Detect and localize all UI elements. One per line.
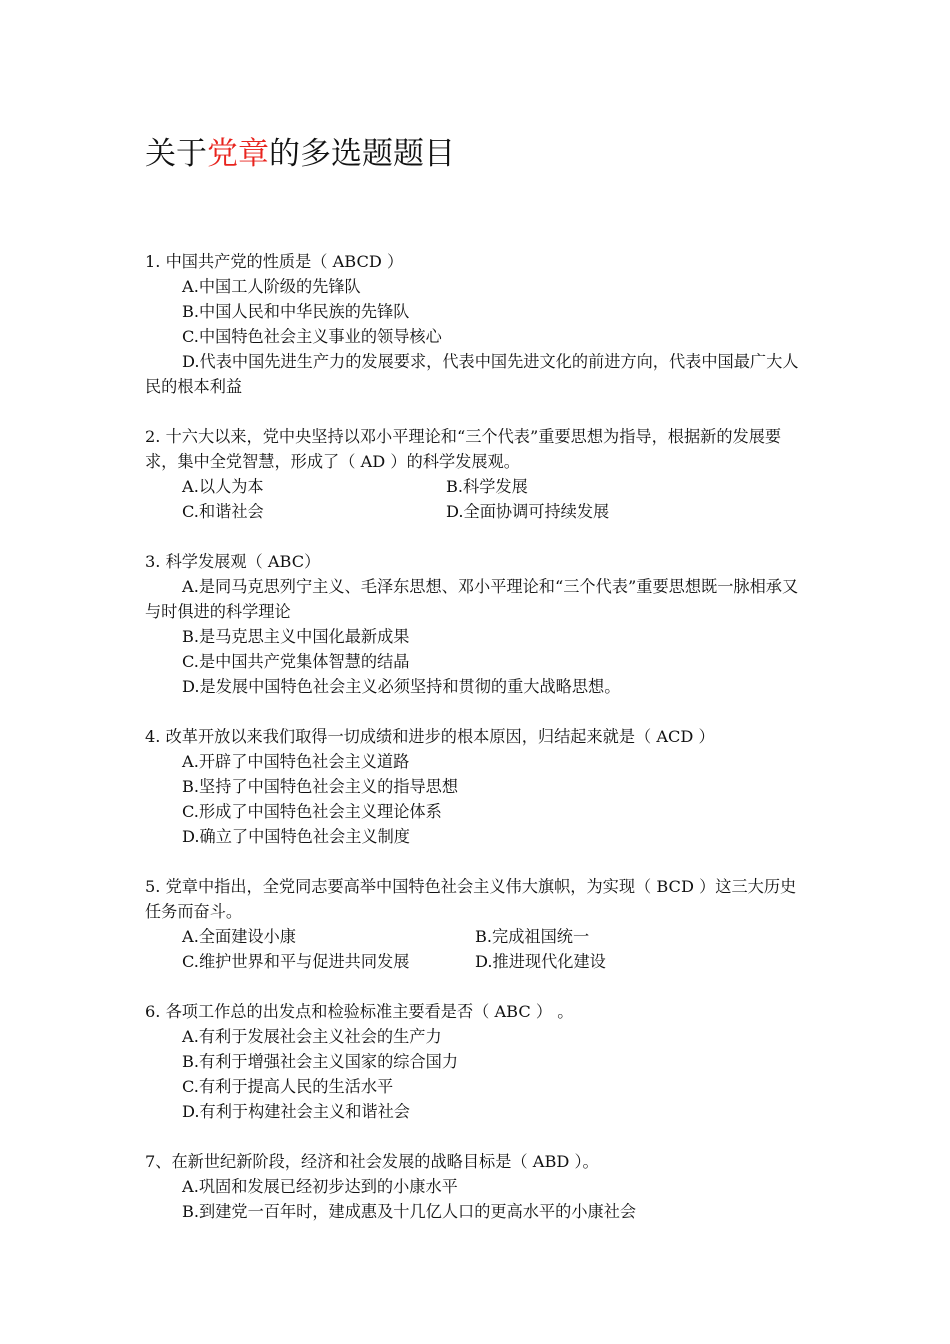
- option-row: [145, 474, 810, 499]
- option-a: A.全面建设小康: [182, 927, 296, 946]
- title-suffix: 的多选题题目: [269, 136, 455, 172]
- option-b: B.中国人民和中华民族的先锋队: [182, 302, 410, 321]
- option-b: B.有利于增强社会主义国家的综合国力: [182, 1052, 459, 1071]
- option-a: A.以人为本: [182, 477, 264, 496]
- title-prefix: 关于: [145, 136, 207, 172]
- option-d: D.是发展中国特色社会主义必须坚持和贯彻的重大战略思想。: [182, 677, 621, 696]
- option-b: B.科学发展: [446, 477, 528, 496]
- option-a: A.开辟了中国特色社会主义道路: [182, 752, 410, 771]
- question-7: [145, 1149, 810, 1224]
- option-b: B.是马克思主义中国化最新成果: [182, 627, 410, 646]
- question-stem: 5. 党章中指出，全党同志要高举中国特色社会主义伟大旗帜，为实现（ BCD ）这三大历史任务而奋斗。: [145, 877, 797, 921]
- option-c: C.是中国共产党集体智慧的结晶: [182, 652, 410, 671]
- question-stem: 4. 改革开放以来我们取得一切成绩和进步的根本原因，归结起来就是（ ACD ）: [145, 727, 715, 746]
- question-4: [145, 724, 810, 849]
- option-a: A.巩固和发展已经初步达到的小康水平: [182, 1177, 458, 1196]
- question-stem: 1. 中国共产党的性质是（ ABCD ）: [145, 252, 404, 271]
- option-a: A.中国工人阶级的先锋队: [182, 277, 361, 296]
- question-3: [145, 549, 810, 699]
- question-5: [145, 874, 810, 974]
- option-row: [145, 949, 810, 974]
- option-d: D.全面协调可持续发展: [446, 502, 610, 521]
- option-d: D.推进现代化建设: [475, 952, 606, 971]
- option-b: B.坚持了中国特色社会主义的指导思想: [182, 777, 459, 796]
- option-c: C.和谐社会: [182, 502, 264, 521]
- option-d: D.有利于构建社会主义和谐社会: [182, 1102, 410, 1121]
- question-6: [145, 999, 810, 1124]
- question-2: [145, 424, 810, 524]
- option-row: [145, 499, 810, 524]
- option-c: C.形成了中国特色社会主义理论体系: [182, 802, 442, 821]
- option-d: D.代表中国先进生产力的发展要求，代表中国先进文化的前进方向，代表中国最广大人民的根本利益: [145, 352, 799, 396]
- question-stem: 6. 各项工作总的出发点和检验标准主要看是否（ ABC ） 。: [145, 1002, 574, 1021]
- question-1: [145, 249, 810, 399]
- document-title: [145, 133, 455, 175]
- question-stem: 2. 十六大以来，党中央坚持以邓小平理论和“三个代表”重要思想为指导，根据新的发展要求，集中全党智慧，形成了（ AD ）的科学发展观。: [145, 427, 782, 471]
- option-row: [145, 924, 810, 949]
- option-c: C.中国特色社会主义事业的领导核心: [182, 327, 442, 346]
- option-c: C.有利于提高人民的生活水平: [182, 1077, 394, 1096]
- option-b: B.完成祖国统一: [475, 927, 590, 946]
- title-highlight: 党章: [207, 136, 269, 172]
- option-d: D.确立了中国特色社会主义制度: [182, 827, 410, 846]
- option-a: A.是同马克思列宁主义、毛泽东思想、邓小平理论和“三个代表”重要思想既一脉相承又与时俱进的科学理论: [145, 577, 799, 621]
- question-stem: 3. 科学发展观（ ABC）: [145, 552, 321, 571]
- question-list: [145, 249, 810, 1249]
- option-a: A.有利于发展社会主义社会的生产力: [182, 1027, 442, 1046]
- question-stem: 7、在新世纪新阶段，经济和社会发展的战略目标是（ ABD ）。: [145, 1152, 599, 1171]
- option-c: C.维护世界和平与促进共同发展: [182, 952, 410, 971]
- option-b: B.到建党一百年时，建成惠及十几亿人口的更高水平的小康社会: [182, 1202, 637, 1221]
